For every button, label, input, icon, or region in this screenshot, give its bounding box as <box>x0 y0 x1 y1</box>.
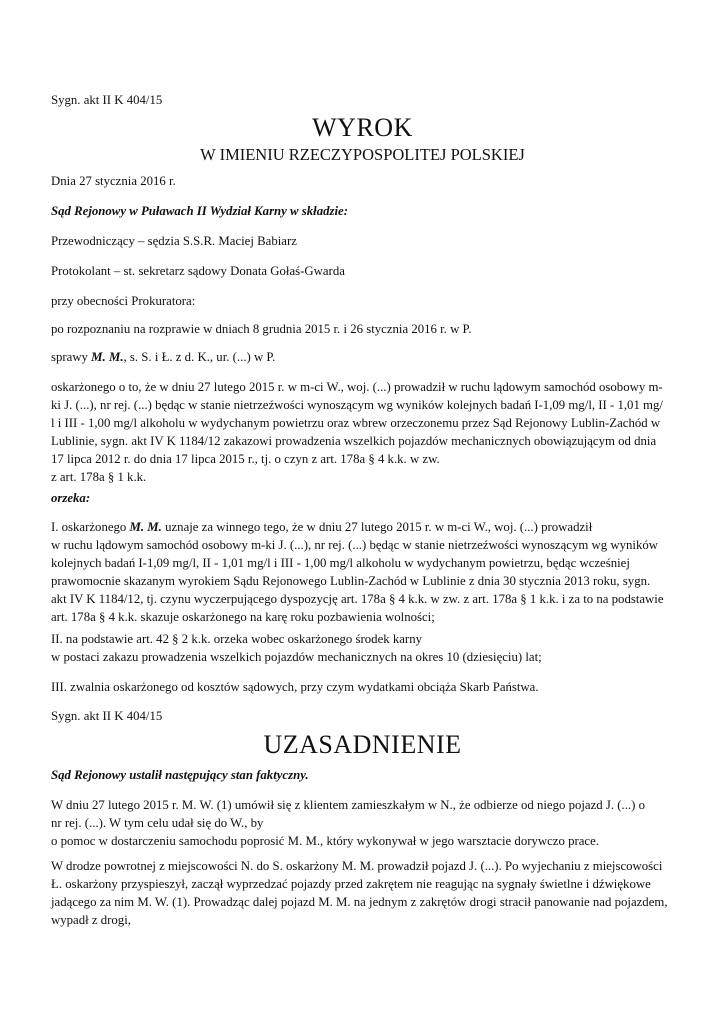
ruling-line: w postaci zakazu prowadzenia wszelkich pojazdów mechanicznych na okres 10 (dziesięciu) lat; <box>51 650 542 664</box>
ruling-point-1-rest: uznaje za winnego tego, że w dniu 27 lutego 2015 r. w m-ci W., woj. (...) prowadził <box>161 520 593 534</box>
facts-line: Ł. oskarżony przyspieszył, zaczął wyprzedzać pojazdy przed zakrętem nie reagując na sygnały świetlne i dźwiękowe <box>51 877 651 891</box>
facts-line: W drodze powrotnej z miejscowości N. do S. oskarżony M. M. prowadził pojazd J. (...). Po wyjechaniu z miejscowości <box>51 859 663 873</box>
charge-line: oskarżonego o to, że w dniu 27 lutego 2015 r. w m-ci W., woj. (...) prowadził w ruchu lądowym samochód osobowy m- <box>51 380 663 394</box>
ruling-point-1-prefix: I. oskarżonego <box>51 520 130 534</box>
facts-line: jadącego za nim M. W. (1). Prowadząc dalej pojazd M. M. na jednym z zakrętów drogi stracił panowanie nad pojazdem, <box>51 895 668 909</box>
defendant-details: , s. S. i Ł. z d. K., ur. (...) w P. <box>123 350 276 364</box>
justification-signature: Sygn. akt II K 404/15 <box>51 709 163 723</box>
case-prefix: sprawy <box>51 350 92 364</box>
charge-line: 17 lipca 2012 r. do dnia 17 lipca 2015 r., tj. o czyn z art. 178a § 4 k.k. w zw. <box>51 452 440 466</box>
judgment-title: WYROK <box>312 113 413 142</box>
court-composition: Sąd Rejonowy w Puławach II Wydział Karny w składzie: <box>51 204 348 218</box>
ruling-point-1-first-line <box>51 518 673 536</box>
facts-line: W dniu 27 lutego 2015 r. M. W. (1) umówił się z klientem zamieszkałym w N., że odbierze od niego pojazd J. (...) o <box>51 798 645 812</box>
ruling-label: orzeka: <box>51 491 91 505</box>
case-defendant <box>51 348 673 366</box>
charge-line: Lublinie, sygn. akt IV K 1184/12 zakazowi prowadzenia wszelkich pojazdów mechanicznych obowiązującym od dnia <box>51 434 657 448</box>
prosecutor-line: przy obecności Prokuratora: <box>51 294 196 308</box>
ruling-line: prawomocnie skazanym wyrokiem Sądu Rejonowego Lublin-Zachód w Lublinie z dnia 30 stycznia 2013 roku, sygn. <box>51 574 651 588</box>
charge-paragraph <box>51 378 673 486</box>
ruling-line: akt IV K 1184/12, tj. czynu wyczerpującego dyspozycję art. 178a § 4 k.k. w zw. z art. 178a § 1 k.k. i za to na podstawie <box>51 592 664 606</box>
facts-line: nr rej. (...). W tym celu udał się do W., by <box>51 816 264 830</box>
hearing-dates: po rozpoznaniu na rozprawie w dniach 8 grudnia 2015 r. i 26 stycznia 2016 r. w P. <box>51 322 472 336</box>
ruling-point-1 <box>51 518 673 626</box>
facts-line: o pomoc w dostarczeniu samochodu poprosić M. M., który wykonywał w jego warsztacie dorywczo prace. <box>51 834 599 848</box>
judgment-date: Dnia 27 stycznia 2016 r. <box>51 174 176 188</box>
ruling-line: w ruchu lądowym samochód osobowy m-ki J. (...), nr rej. (...) będąc w stanie nietrzeźwości wynoszącym wg wyników <box>51 538 658 552</box>
presiding-judge: Przewodniczący – sędzia S.S.R. Maciej Babiarz <box>51 234 297 248</box>
court-clerk: Protokolant – st. sekretarz sądowy Donata Gołaś-Gwarda <box>51 264 345 278</box>
facts-heading: Sąd Rejonowy ustalił następujący stan faktyczny. <box>51 768 309 782</box>
ruling-point-3: III. zwalnia oskarżonego od kosztów sądowych, przy czym wydatkami obciąża Skarb Państwa. <box>51 680 539 694</box>
defendant-name: M. M. <box>129 520 162 534</box>
justification-title: UZASADNIENIE <box>263 730 462 759</box>
charge-line: ki J. (...), nr rej. (...) będąc w stanie nietrzeźwości wynoszącym wg wyników kolejnych badań I-1,09 mg/l, II - 1,01 mg/ <box>51 398 663 412</box>
facts-paragraph-2 <box>51 857 673 929</box>
ruling-point-2 <box>51 630 673 666</box>
charge-line: l i III - 1,00 mg/l alkoholu w wydychanym powietrzu oraz wbrew orzeczonemu przez Sąd Rejonowy Lublin-Zachód w <box>51 416 661 430</box>
ruling-line: art. 178a § 4 k.k. skazuje oskarżonego na karę roku pozbawienia wolności; <box>51 610 435 624</box>
judgment-subtitle: W IMIENIU RZECZYPOSPOLITEJ POLSKIEJ <box>200 145 525 164</box>
defendant-name: M. M. <box>91 350 124 364</box>
case-signature: Sygn. akt II K 404/15 <box>51 93 163 107</box>
charge-line: z art. 178a § 1 k.k. <box>51 470 147 484</box>
facts-paragraph-1 <box>51 796 673 850</box>
ruling-line: kolejnych badań I-1,09 mg/l, II - 1,01 mg/l i III - 1,00 mg/l alkoholu w wydychanym powietrzu, będąc wcześniej <box>51 556 630 570</box>
ruling-line: II. na podstawie art. 42 § 2 k.k. orzeka wobec oskarżonego środek karny <box>51 632 422 646</box>
facts-line: wypadł z drogi, <box>51 913 131 927</box>
